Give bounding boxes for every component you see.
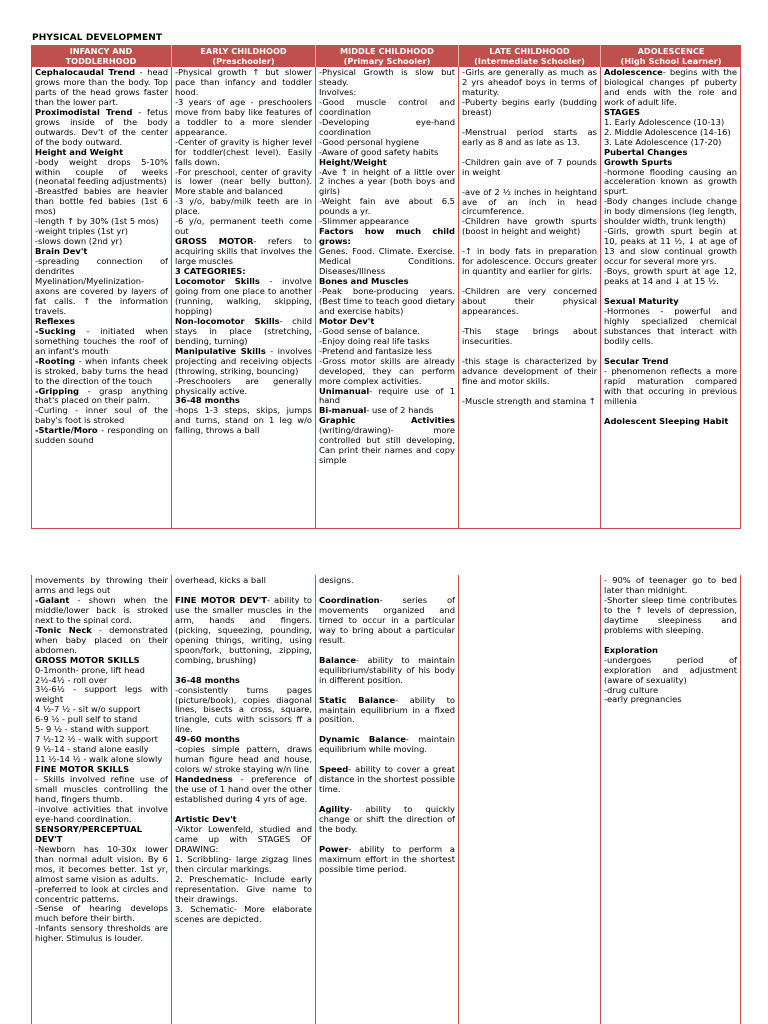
entry-heading: FINE MOTOR DEV'T <box>175 594 267 605</box>
entry-heading: Static Balance <box>319 694 396 705</box>
text-entry <box>35 775 168 805</box>
entry-text: -Good muscle control and coordination <box>319 96 455 117</box>
entry-heading: Agility <box>319 804 350 815</box>
entry-text: -Gross motor skills are already developed, they can perform more complex activities. <box>319 355 455 386</box>
entry-text: - initiated when something touches the roof of an infant's mouth <box>35 325 168 356</box>
entry-heading: Dynamic Balance <box>319 734 406 745</box>
entry-text: - begins with the biological changes pf puberty and ends with the role and work of adult life. <box>604 67 737 107</box>
entry-text: - ability to maintain equilibrium in a fixed position. <box>319 694 456 725</box>
text-entry <box>604 68 737 108</box>
entry-heading: Adolescence <box>604 67 663 77</box>
entry-heading: Cephalocaudal Trend <box>35 67 136 77</box>
entry-heading: Height and Weight <box>35 146 124 157</box>
table-body-page-1 <box>31 67 741 529</box>
entry-text: -Girls are generally as much as 2 yrs aheadof boys in terms of maturity. <box>462 67 597 97</box>
entry-text: 3. Late Adolescence (17-20) <box>604 136 722 147</box>
text-entry <box>175 277 312 317</box>
column-infancy-continued <box>31 575 172 1024</box>
text-entry <box>319 197 455 217</box>
entry-text: -Center of gravity is higher level for toddler(chest level). Easily falls down. <box>175 136 312 167</box>
text-entry <box>319 168 455 198</box>
text-entry <box>35 327 168 357</box>
entry-text: -Developing eye-hand coordination <box>319 116 455 137</box>
entry-text: -For preschool, center of gravity is lower (near belly button). More stable and balanced <box>175 166 312 197</box>
entry-text: -this stage is characterized by advance development of their fine and motor skills. <box>462 355 597 386</box>
text-entry <box>319 735 455 755</box>
entry-text: 1. Early Adolescence (10-13) <box>604 116 725 127</box>
text-entry <box>319 227 455 247</box>
text-entry <box>35 596 168 626</box>
entry-text: -ave of 2 ½ inches in heightand ave of an inch in head circumference. <box>462 186 597 217</box>
text-entry <box>175 875 312 905</box>
entry-heading: Handedness <box>175 774 233 785</box>
entry-text: - responding on sudden sound <box>35 425 168 446</box>
header-infancy: INFANCY AND TODDLERHOOD <box>31 45 172 67</box>
entry-text: - ability to maintain equilibrium/stability of his body in different position. <box>319 654 455 685</box>
entry-text: - 90% of teenager go to bed later than midnight. <box>604 575 737 595</box>
text-entry <box>319 696 455 726</box>
text-entry <box>319 805 455 835</box>
entry-heading: Non-locomotor Skills <box>175 315 280 326</box>
entry-text: -Sense of hearing develops much before their birth. <box>35 903 168 924</box>
entry-text: - involves projecting and receiving objects (throwing, striking, bouncing) <box>175 345 312 376</box>
entry-text: -Slimmer appearance <box>319 216 409 227</box>
entry-heading: Factors how much child grows: <box>319 226 455 247</box>
entry-heading: Pubertal Changes <box>604 146 688 157</box>
entry-text: 1. Scribbling- large zigzag lines then circular markings. <box>175 853 312 874</box>
text-entry <box>319 287 455 317</box>
entry-text: overhead, kicks a ball <box>175 575 266 585</box>
entry-heading: Balance <box>319 654 357 665</box>
text-entry <box>604 267 737 287</box>
entry-text: -hops 1-3 steps, skips, jumps and turns, stand on 1 leg w/o falling, throws a ball <box>175 405 312 436</box>
column-adolescence-continued <box>601 575 741 1024</box>
entry-text: - require use of 1 hand <box>319 385 455 406</box>
entry-heading: Coordination <box>319 594 380 605</box>
entry-text: - preference of the use of 1 hand over the other established during 4 yrs of age. <box>175 774 312 805</box>
text-entry <box>35 406 168 426</box>
entry-text: -copies simple pattern, draws human figure head and house, colors w/ stroke staying w/n line <box>175 744 312 775</box>
text-entry <box>35 357 168 387</box>
entry-text: -body weight drops 5-10% within couple of weeks (neonatal feeding adjustments) <box>35 156 168 187</box>
development-table-continued <box>31 575 741 1024</box>
development-table <box>31 45 741 529</box>
entry-text: 0-1month- prone, lift head <box>35 664 145 675</box>
text-entry <box>604 168 737 198</box>
entry-text: - when infants cheek is stroked, baby turns the head to the direction of the touch <box>35 355 168 386</box>
entry-text: -Children are very concerned about their physical appearances. <box>462 286 597 317</box>
header-late-childhood: LATE CHILDHOOD (Intermediate Schooler) <box>459 45 601 67</box>
column-infancy <box>31 67 172 528</box>
entry-heading: Motor Dev't <box>319 315 375 326</box>
table-body-page-2 <box>31 575 741 1024</box>
entry-text: -Enjoy doing real life tasks <box>319 335 430 346</box>
entry-text: -Good personal hygiene <box>319 136 420 147</box>
text-entry <box>35 68 168 108</box>
entry-heading: -Galant <box>35 594 70 605</box>
text-entry <box>604 307 737 347</box>
entry-text: 6-9 ½ - pull self to stand <box>35 714 138 725</box>
entry-text: - child stays in place (stretching, bending, turning) <box>175 315 312 346</box>
entry-text: -Children have growth spurts (boost in height and weight) <box>462 216 597 237</box>
text-entry <box>604 367 737 407</box>
entry-text: -Newborn has 10-30x lower than normal adult vision. By 6 mos, it becomes better. 1st yr, almost same vision as adults. <box>35 843 168 884</box>
text-entry <box>319 98 455 118</box>
text-entry <box>462 98 597 118</box>
entry-text: -consistently turns pages (picture/book), copies diagonal lines, bisects a cross, square, triangle, cuts with scissors ff a line. <box>175 684 312 735</box>
text-entry <box>175 775 312 805</box>
entry-text: 9 ½-14 - stand alone easily <box>35 744 149 755</box>
entry-heading: Locomotor Skills <box>175 276 260 287</box>
entry-heading: Sexual Maturity <box>604 295 679 306</box>
entry-text: - phenomenon reflects a more rapid maturation compared with that occuring in previous millenia <box>604 365 737 406</box>
entry-text: -Preschoolers are generally physically active. <box>175 375 312 396</box>
entry-heading: FINE MOTOR SKILLS <box>35 764 130 775</box>
entry-text: -Hormones - powerful and highly specialized chemical substances that interact with bodily cells. <box>604 305 737 346</box>
text-entry <box>319 416 455 466</box>
text-entry <box>604 576 737 596</box>
entry-heading: Artistic Dev't <box>175 814 237 825</box>
text-entry <box>462 357 597 387</box>
entry-text: -weight triples (1st yr) <box>35 226 129 237</box>
text-entry <box>319 68 455 88</box>
text-entry <box>319 118 455 138</box>
column-early-childhood <box>172 67 316 528</box>
text-entry <box>319 357 455 387</box>
text-entry <box>604 197 737 227</box>
entry-text: -↑ in body fats in preparation for adolescence. Occurs greater in quantity and earlier for girls. <box>462 246 597 277</box>
text-entry <box>462 217 597 237</box>
entry-text: - ability to quickly change or shift the direction of the body. <box>319 804 455 835</box>
entry-text: -Physical Growth is slow but steady. <box>319 67 455 87</box>
text-entry <box>35 108 168 148</box>
entry-text: - ability to use the smaller muscles in the arm, hands and fingers. (picking, squeezing, pounding, opening things, writing, using spoon/fork, buttoning, zipping, combing, brushing) <box>175 594 312 665</box>
entry-heading: Bi-manual <box>319 405 367 416</box>
entry-text: -Body changes include change in body dimensions (leg length, shoulder width, trunk length) <box>604 196 737 227</box>
entry-text: - ability to cover a great distance in the shortest possible time. <box>319 764 455 795</box>
column-late-childhood-continued <box>459 575 601 1024</box>
entry-text: -Muscle strength and stamina ↑ <box>462 395 596 406</box>
entry-text: Myelination/Myelinization- axons are covered by layers of fat calls. ↑ the information travels. <box>35 276 168 316</box>
entry-text: movements by throwing their arms and legs out <box>35 575 168 595</box>
entry-heading: GROSS MOTOR SKILLS <box>35 654 140 665</box>
entry-text: -preferred to look at circles and concentric patterns. <box>35 883 168 904</box>
entry-text: - ability to perform a maximum effort in the shortest possible time period. <box>319 844 455 874</box>
column-middle-childhood <box>316 67 459 528</box>
text-entry <box>604 656 737 686</box>
text-entry <box>175 237 312 267</box>
entry-text: -undergoes period of exploration and adjustment (aware of sexuality) <box>604 654 737 685</box>
text-entry <box>175 68 312 98</box>
entry-text: 2½-4½ - roll over <box>35 674 108 685</box>
entry-text: -Girls, growth spurt begin at 10, peaks at 11 ½, ↓ at age of 13 and slow continual growth occur for several more yrs. <box>604 226 737 267</box>
entry-text: - involve going from one place to another (running, walking, skipping, hopping) <box>175 276 313 316</box>
text-entry <box>462 188 597 218</box>
entry-heading: Power <box>319 844 349 855</box>
text-entry <box>35 158 168 188</box>
header-early-childhood: EARLY CHILDHOOD (Preschooler) <box>172 45 316 67</box>
entry-heading: Growth Spurts <box>604 156 673 167</box>
entry-text: - maintain equilibrium while moving. <box>319 734 455 755</box>
text-entry <box>175 217 312 237</box>
entry-text: -early pregnancies <box>604 694 682 705</box>
text-entry <box>35 277 168 317</box>
text-entry <box>175 406 312 436</box>
column-early-childhood-continued <box>172 575 316 1024</box>
header-adolescence: ADOLESCENCE (High School Learner) <box>620 46 722 66</box>
entry-text: -This stage brings about insecurities. <box>462 326 597 347</box>
entry-text: -Peak bone-producing years. (Best time to teach good dietary and exercise habits) <box>319 285 455 316</box>
entry-text: -involve activities that involve eye-hand coordination. <box>35 803 168 824</box>
text-entry <box>462 247 597 277</box>
entry-text: 5- 9 ½ - stand with support <box>35 724 149 735</box>
text-entry <box>462 158 597 178</box>
text-entry <box>35 904 168 924</box>
text-entry <box>319 656 455 686</box>
entry-heading: 36-48 months <box>175 395 240 406</box>
entry-text: -Curling - inner soul of the baby's foot is stroked <box>35 405 168 426</box>
entry-text: - series of movements organized and timed to occur in a particular way to bring about a particular result. <box>319 594 455 645</box>
text-entry <box>175 138 312 168</box>
header-middle-childhood: MIDDLE CHILDHOOD (Primary Schooler) <box>316 45 459 67</box>
entry-text: -Weight fain ave about 6.5 pounds a yr. <box>319 196 455 217</box>
text-entry <box>604 417 737 427</box>
text-entry <box>175 905 312 925</box>
text-entry <box>35 576 168 596</box>
text-entry <box>175 576 312 586</box>
text-entry <box>175 686 312 736</box>
text-entry <box>175 825 312 855</box>
entry-heading: -Sucking <box>35 325 76 336</box>
text-entry <box>175 197 312 217</box>
entry-text: -Menstrual period starts as early as 8 and as late as 13. <box>462 126 597 147</box>
page-title: PHYSICAL DEVELOPMENT <box>32 33 163 43</box>
text-entry <box>175 317 312 347</box>
text-entry <box>319 596 455 646</box>
entry-text: (writing/drawing)- more controlled but still developing, Can print their names and copy simple <box>319 425 455 466</box>
text-entry <box>319 765 455 795</box>
entry-text: - grasp anything that's placed on their palm. <box>35 385 168 406</box>
table-header <box>31 45 741 67</box>
entry-heading: Adolescent Sleeping Habit <box>604 415 729 426</box>
entry-text: - refers to acquiring skills that involves the large muscles <box>175 236 312 267</box>
text-entry <box>462 287 597 317</box>
text-entry <box>604 596 737 636</box>
text-entry <box>35 626 168 656</box>
entry-text: -Breastfed babies are heavier than bottle fed babies (1st 6 mos) <box>35 186 168 217</box>
entry-text: 7 ½-12 ½ - walk with support <box>35 734 158 745</box>
entry-text: Involves: <box>319 86 357 97</box>
text-entry <box>35 685 168 705</box>
entry-text: - Skills involved refine use of small muscles controlling the hand, fingers thumb. <box>35 774 168 804</box>
entry-heading: Secular Trend <box>604 355 669 366</box>
text-entry <box>175 745 312 775</box>
entry-text: -spreading connection of dendrites <box>35 256 168 277</box>
entry-heading: STAGES <box>604 106 641 117</box>
text-entry <box>462 68 597 98</box>
entry-text: - head grows more than the body. Top parts of the head grows faster than the lower part. <box>35 67 168 107</box>
entry-text: 2. Middle Adolescence (14-16) <box>604 126 731 137</box>
text-entry <box>35 805 168 825</box>
entry-heading: Bones and Muscles <box>319 276 409 287</box>
entry-text: - fetus grows inside of the body outwards. Dev't of the center of the body outward. <box>35 106 168 147</box>
entry-text: 11 ½-14 ½ - walk alone slowly <box>35 754 163 765</box>
entry-heading: SENSORY/PERCEPTUAL DEV'T <box>35 823 143 844</box>
entry-heading: -Gripping <box>35 385 80 396</box>
entry-heading: Brain Dev't <box>35 246 88 257</box>
column-adolescence <box>601 67 741 528</box>
text-entry <box>604 227 737 267</box>
text-entry <box>319 387 455 407</box>
entry-text: -Infants sensory thresholds are higher. Stimulus is louder. <box>35 923 168 944</box>
entry-text: -Good sense of balance. <box>319 325 421 336</box>
entry-text: -Boys, growth spurt at age 12, peaks at 14 and ↓ at 15 ½. <box>604 266 737 287</box>
entry-text: -drug culture <box>604 684 659 695</box>
entry-text: -3 years of age - preschoolers move from baby like features of a toddler to a more slender appearance. <box>175 96 312 137</box>
entry-text: -slows down (2nd yr) <box>35 236 123 247</box>
text-entry <box>604 695 737 705</box>
entry-text: -length ↑ by 30% (1st 5 mos) <box>35 216 159 227</box>
column-middle-childhood-continued <box>316 575 459 1024</box>
entry-text: -Pretend and fantasize less <box>319 345 432 356</box>
text-entry <box>175 596 312 666</box>
text-entry <box>35 924 168 944</box>
entry-heading: 3 CATEGORIES: <box>175 266 246 277</box>
entry-heading: -Tonic Neck <box>35 624 92 635</box>
entry-heading: Speed <box>319 764 349 775</box>
entry-text: 2. Preschematic- Include early representation. Give name to their drawings. <box>175 873 312 904</box>
entry-heading: GROSS MOTOR <box>175 236 254 247</box>
text-entry <box>175 377 312 397</box>
entry-text: designs. <box>319 575 354 585</box>
text-entry <box>175 855 312 875</box>
entry-heading: Proximodistal Trend <box>35 106 133 117</box>
text-entry <box>35 885 168 905</box>
entry-text: -Shorter sleep time contributes to the ↑ levels of depression, daytime sleepiness and problems with sleeping. <box>604 594 737 635</box>
entry-text: -Puberty begins early (budding breast) <box>462 96 597 117</box>
entry-heading: 36-48 months <box>175 674 240 685</box>
entry-heading: Reflexes <box>35 315 75 326</box>
entry-heading: Height/Weight <box>319 156 387 167</box>
text-entry <box>35 187 168 217</box>
entry-heading: -Startle/Moro <box>35 425 98 436</box>
entry-text: -Physical growth ↑ but slower pace than infancy and toddler hood. <box>175 67 312 97</box>
text-entry <box>175 168 312 198</box>
text-entry <box>319 576 455 586</box>
entry-heading: Manipulative Skills <box>175 345 266 356</box>
entry-text: -6 y/o, permanent teeth come out <box>175 216 312 237</box>
text-entry <box>35 845 168 885</box>
text-entry <box>462 397 597 407</box>
text-entry <box>319 845 455 875</box>
text-entry <box>35 825 168 845</box>
entry-text: -Children gain ave of 7 pounds in weight <box>462 156 597 177</box>
entry-text: Genes. Food. Climate. Exercise. Medical Conditions. Diseases/Illness <box>319 246 455 277</box>
entry-text: 4 ½-7 ½ - sit w/o support <box>35 704 141 715</box>
entry-heading: 49-60 months <box>175 734 240 745</box>
entry-text: -Aware of good safety habits <box>319 146 439 157</box>
entry-text: - use of 2 hands <box>366 405 434 416</box>
entry-text: - shown when the middle/lower back is stroked next to the spinal cord. <box>35 594 168 625</box>
text-entry <box>462 327 597 347</box>
text-entry <box>175 347 312 377</box>
text-entry <box>319 247 455 277</box>
text-entry <box>462 128 597 148</box>
text-entry <box>175 98 312 138</box>
entry-heading: Graphic Activities <box>319 415 455 426</box>
entry-text: 3½-6½ - support legs with weight <box>35 684 168 705</box>
entry-heading: -Rooting <box>35 355 76 366</box>
entry-text: - demonstrated when baby placed on their abdomen. <box>35 624 168 655</box>
text-entry <box>35 257 168 277</box>
text-entry <box>35 387 168 407</box>
entry-text: -3 y/o, baby/milk teeth are in place. <box>175 196 312 217</box>
text-entry <box>35 426 168 446</box>
entry-text: 3. Schematic- More elaborate scenes are depicted. <box>175 903 312 924</box>
column-late-childhood <box>459 67 601 528</box>
entry-text: -Viktor Lowenfeld, studied and came up with STAGES OF DRAWING: <box>175 823 312 854</box>
entry-text: -Ave ↑ in height of a little over 2 inches a year (both boys and girls) <box>319 166 455 197</box>
entry-heading: Exploration <box>604 644 658 655</box>
entry-heading: Unimanual <box>319 385 370 396</box>
entry-text: -hormone flooding causing an acceleration known as growth spurt. <box>604 166 737 197</box>
